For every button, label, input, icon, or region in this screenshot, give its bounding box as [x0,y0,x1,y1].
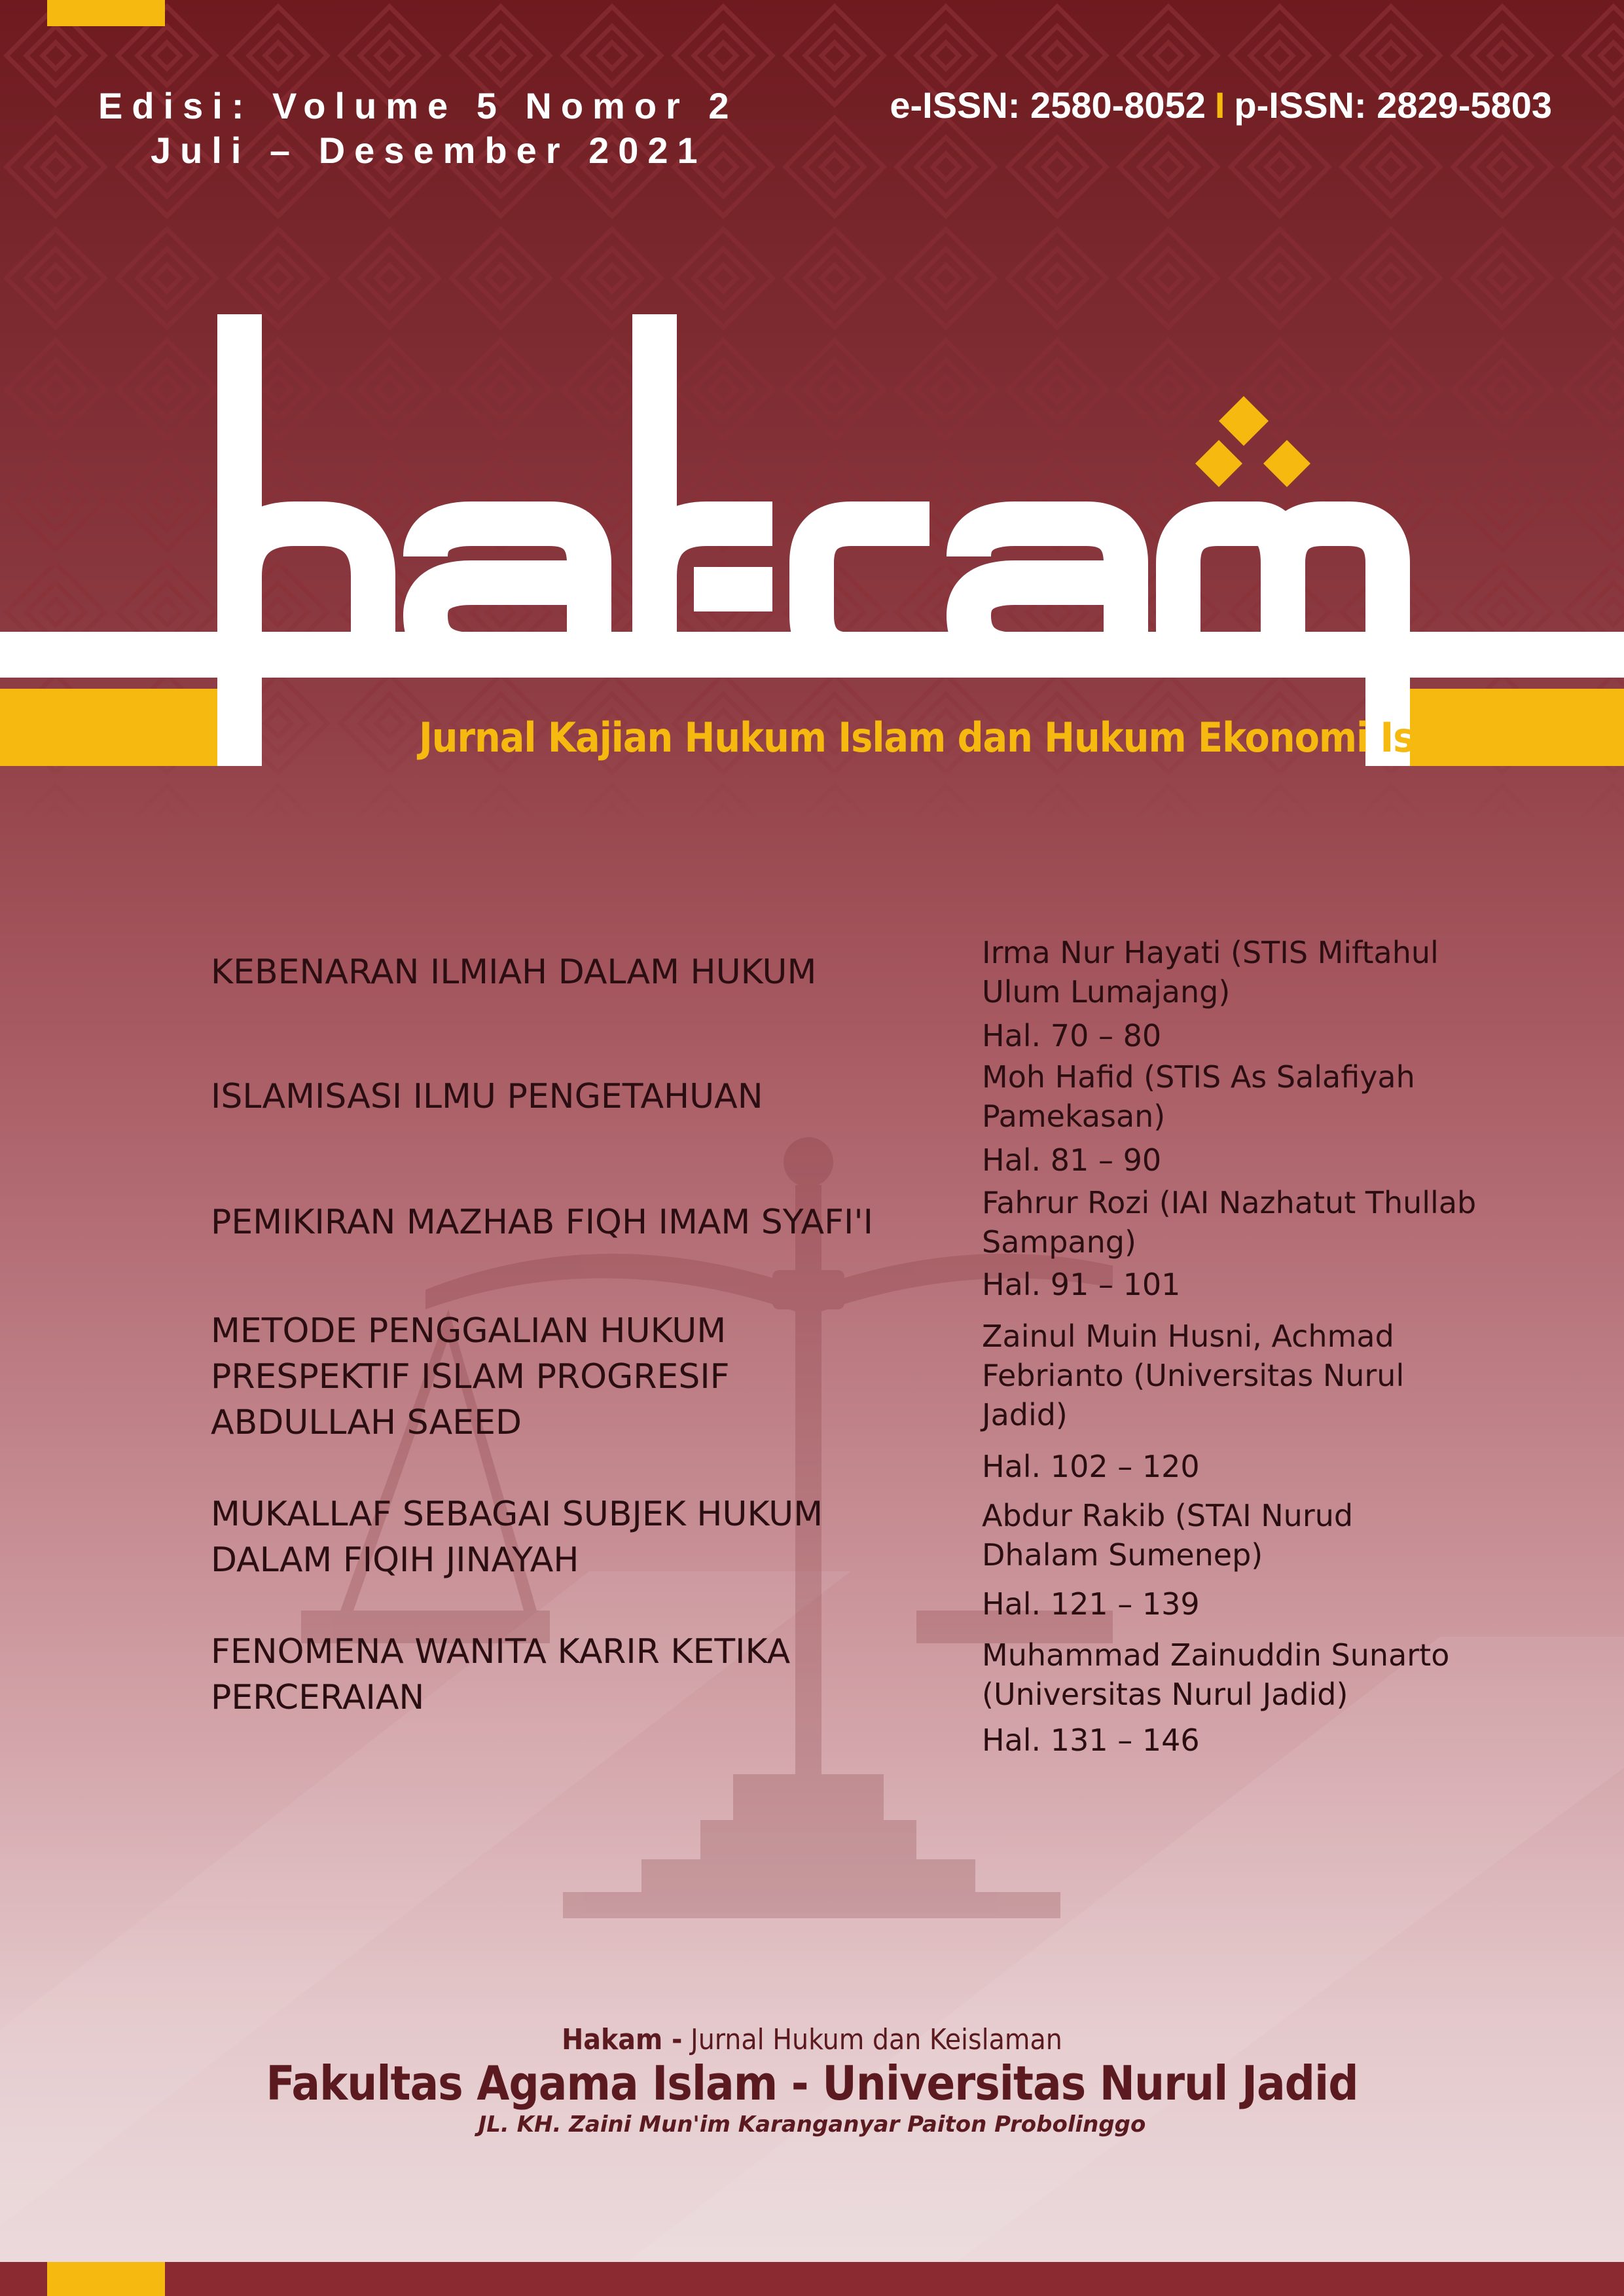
article-title: ISLAMISASI ILMU PENGETAHUAN [211,1077,763,1116]
footer-journal-name: Hakam - [562,2023,683,2056]
article-pages: Hal. 131 – 146 [982,1722,1200,1758]
bottom-accent-bar [47,2262,165,2296]
article-pages: Hal. 91 – 101 [982,1267,1181,1302]
article-pages: Hal. 121 – 139 [982,1586,1200,1622]
eissn: e-ISSN: 2580-8052 [890,84,1206,126]
footer-journal-line [0,2023,1624,2056]
pissn: p-ISSN: 2829-5803 [1234,84,1552,126]
journal-subtitle: Jurnal Kajian Hukum Islam dan Hukum Ekonomi Islam [419,714,1488,761]
article-title: KEBENARAN ILMIAH DALAM HUKUM [211,953,817,992]
footer-institution: Fakultas Agama Islam - Universitas Nurul Jadid [266,2056,1358,2111]
article-author: Irma Nur Hayati (STIS Miftahul Ulum Lumajang) [982,935,1439,1010]
bottom-strip [0,2262,1624,2296]
article-author: Abdur Rakib (STAI Nurud Dhalam Sumenep) [982,1498,1354,1573]
article-title: MUKALLAF SEBAGAI SUBJEK HUKUM DALAM FIQIH JINAYAH [211,1495,823,1580]
article-author: Zainul Muin Husni, Achmad Febrianto (Universitas Nurul Jadid) [982,1319,1405,1432]
article-pages: Hal. 70 – 80 [982,1018,1162,1053]
article-title: METODE PENGGALIAN HUKUM PRESPEKTIF ISLAM PROGRESIF ABDULLAH SAEED [211,1311,730,1442]
article-pages: Hal. 102 – 120 [982,1449,1200,1484]
article-title: PEMIKIRAN MAZHAB FIQH IMAM SYAFI'I [211,1203,873,1242]
article-author: Muhammad Zainuddin Sunarto (Universitas Nurul Jadid) [982,1637,1450,1712]
edition-volume: Edisi: Volume 5 Nomor 2 [98,85,738,126]
issn-separator: I [1214,84,1225,126]
article-pages: Hal. 81 – 90 [982,1142,1162,1178]
edition-period: Juli – Desember 2021 [151,130,707,171]
article-author: Moh Hafid (STIS As Salafiyah Pamekasan) [982,1059,1415,1134]
article-author: Fahrur Rozi (IAI Nazhatut Thullab Sampang) [982,1185,1477,1260]
footer-address: JL. KH. Zaini Mun'im Karanganyar Paiton Probolinggo [478,2111,1146,2138]
article-title: FENOMENA WANITA KARIR KETIKA PERCERAIAN [211,1632,791,1717]
footer-journal-tagline: Jurnal Hukum dan Keislaman [682,2023,1062,2056]
